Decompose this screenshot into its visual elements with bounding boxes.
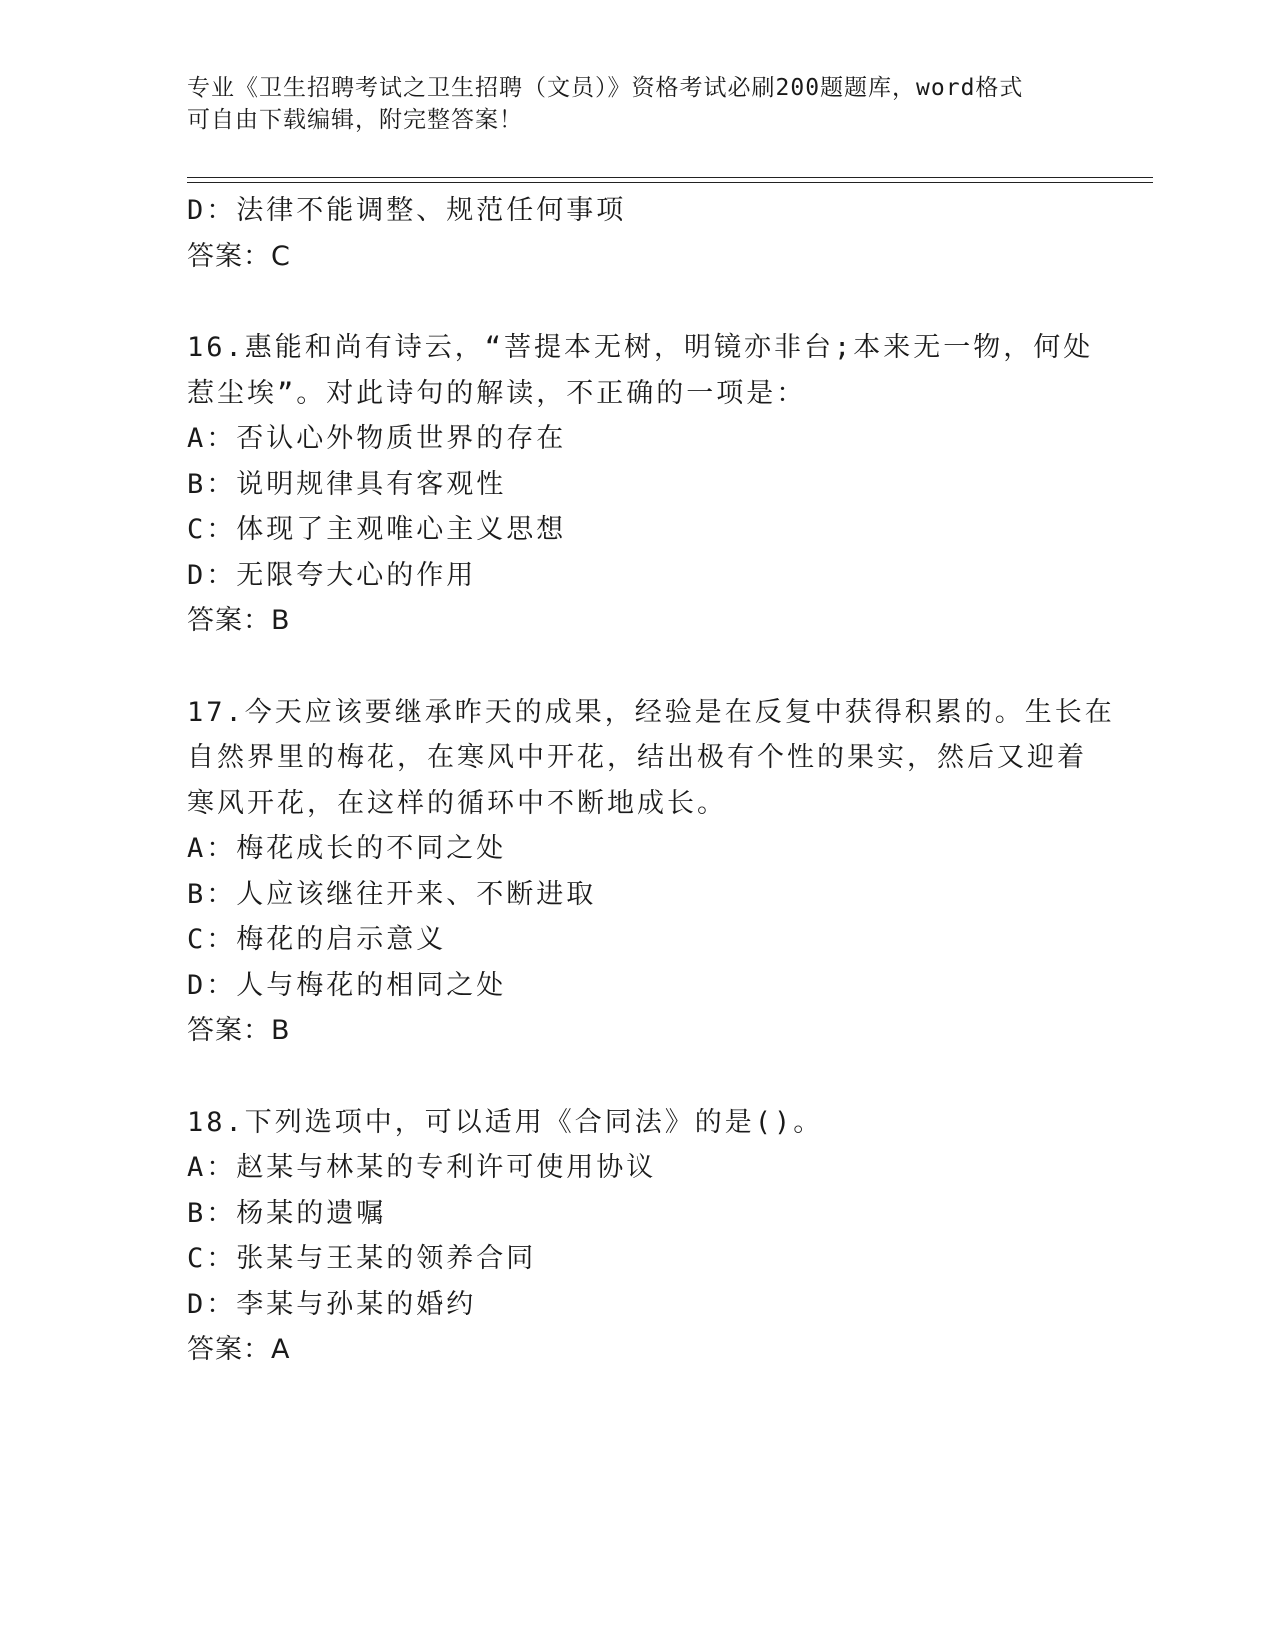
answer: 答案：B xyxy=(187,605,291,636)
question-line: 寒风开花，在这样的循环中不断地成长。 xyxy=(187,787,727,819)
question-18 xyxy=(187,1100,1087,1373)
option-d: D：无限夸大心的作用 xyxy=(187,559,477,591)
document-body xyxy=(187,188,1115,1373)
option-c: C：体现了主观唯心主义思想 xyxy=(187,514,567,545)
option-a: A：否认心外物质世界的存在 xyxy=(187,423,567,454)
question-line: 16.惠能和尚有诗云，“菩提本无树，明镜亦非台;本来无一物，何处 xyxy=(187,332,1094,363)
question-line: 自然界里的梅花，在寒风中开花，结出极有个性的果实，然后又迎着 xyxy=(187,742,1087,773)
option-d: D：李某与孙某的婚约 xyxy=(187,1288,477,1320)
option-b: B：杨某的遗嘱 xyxy=(187,1197,387,1229)
answer: 答案：A xyxy=(187,1334,291,1365)
question-text xyxy=(187,1100,1087,1146)
document-header xyxy=(187,72,1067,136)
header-line-1: 专业《卫生招聘考试之卫生招聘（文员）》资格考试必刷200题题库，word格式 xyxy=(187,75,1024,101)
option-b: B：说明规律具有客观性 xyxy=(187,468,507,500)
option-a: A：赵某与林某的专利许可使用协议 xyxy=(187,1152,657,1183)
question-line: 18.下列选项中，可以适用《合同法》的是()。 xyxy=(187,1106,824,1138)
option-c: C：梅花的启示意义 xyxy=(187,924,447,955)
header-divider-top xyxy=(187,177,1153,178)
answer: 答案：B xyxy=(187,1015,291,1046)
option-d: D：法律不能调整、规范任何事项 xyxy=(187,195,627,226)
header-divider-bottom xyxy=(187,182,1153,183)
previous-question-tail xyxy=(187,188,1087,279)
option-d: D：人与梅花的相同之处 xyxy=(187,969,507,1001)
header-line-2: 可自由下载编辑，附完整答案！ xyxy=(187,107,523,133)
answer: 答案：C xyxy=(187,240,291,272)
question-text xyxy=(187,690,1115,827)
question-text xyxy=(187,325,1094,416)
question-line: 17.今天应该要继承昨天的成果，经验是在反复中获得积累的。生长在 xyxy=(187,696,1115,728)
option-c: C：张某与王某的领养合同 xyxy=(187,1243,537,1274)
question-16 xyxy=(187,325,1094,644)
option-b: B：人应该继往开来、不断进取 xyxy=(187,878,597,910)
question-line: 惹尘埃”。对此诗句的解读，不正确的一项是： xyxy=(187,377,807,409)
question-17 xyxy=(187,690,1115,1054)
option-a: A：梅花成长的不同之处 xyxy=(187,833,507,864)
